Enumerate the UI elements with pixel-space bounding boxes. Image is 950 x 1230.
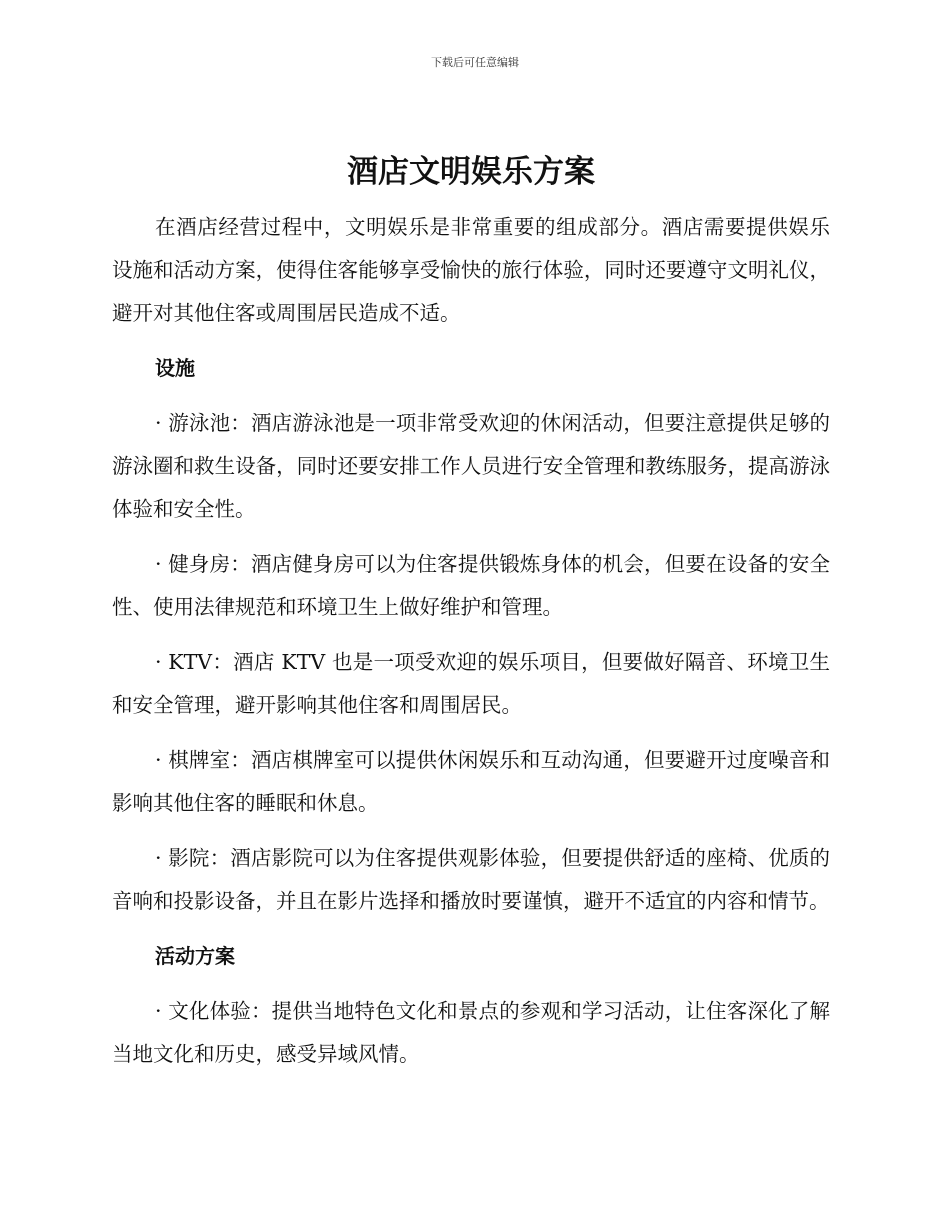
intro-paragraph: 在酒店经营过程中，文明娱乐是非常重要的组成部分。酒店需要提供娱乐设施和活动方案，使得住客能够享受愉快的旅行体验，同时还要遵守文明礼仪，避开对其他住客或周围居民造成不适。 bbox=[112, 215, 830, 325]
facility-item-cinema: · 影院：酒店影院可以为住客提供观影体验，但要提供舒适的座椅、优质的音响和投影设备，并且在影片选择和播放时要谨慎，避开不适宜的内容和情节。 bbox=[112, 846, 830, 913]
section-heading-activities: 活动方案 bbox=[155, 944, 235, 968]
section-heading-facilities: 设施 bbox=[155, 356, 195, 380]
header-note: 下载后可任意编辑 bbox=[431, 56, 519, 69]
facility-item-gym: · 健身房：酒店健身房可以为住客提供锻炼身体的机会，但要在设备的安全性、使用法律规范和环境卫生上做好维护和管理。 bbox=[112, 552, 830, 619]
document-title: 酒店文明娱乐方案 bbox=[347, 154, 595, 190]
document-body bbox=[112, 146, 830, 1076]
activity-item-culture: · 文化体验：提供当地特色文化和景点的参观和学习活动，让住客深化了解当地文化和历史，感受异域风情。 bbox=[112, 999, 830, 1066]
facility-item-ktv: · KTV：酒店 KTV 也是一项受欢迎的娱乐项目，但要做好隔音、环境卫生和安全管理，避开影响其他住客和周围居民。 bbox=[112, 650, 830, 717]
facility-item-chess-room: · 棋牌室：酒店棋牌室可以提供休闲娱乐和互动沟通，但要避开过度噪音和影响其他住客的睡眠和休息。 bbox=[112, 748, 830, 815]
facility-item-pool: · 游泳池：酒店游泳池是一项非常受欢迎的休闲活动，但要注意提供足够的游泳圈和救生设备，同时还要安排工作人员进行安全管理和教练服务，提高游泳体验和安全性。 bbox=[112, 411, 830, 521]
